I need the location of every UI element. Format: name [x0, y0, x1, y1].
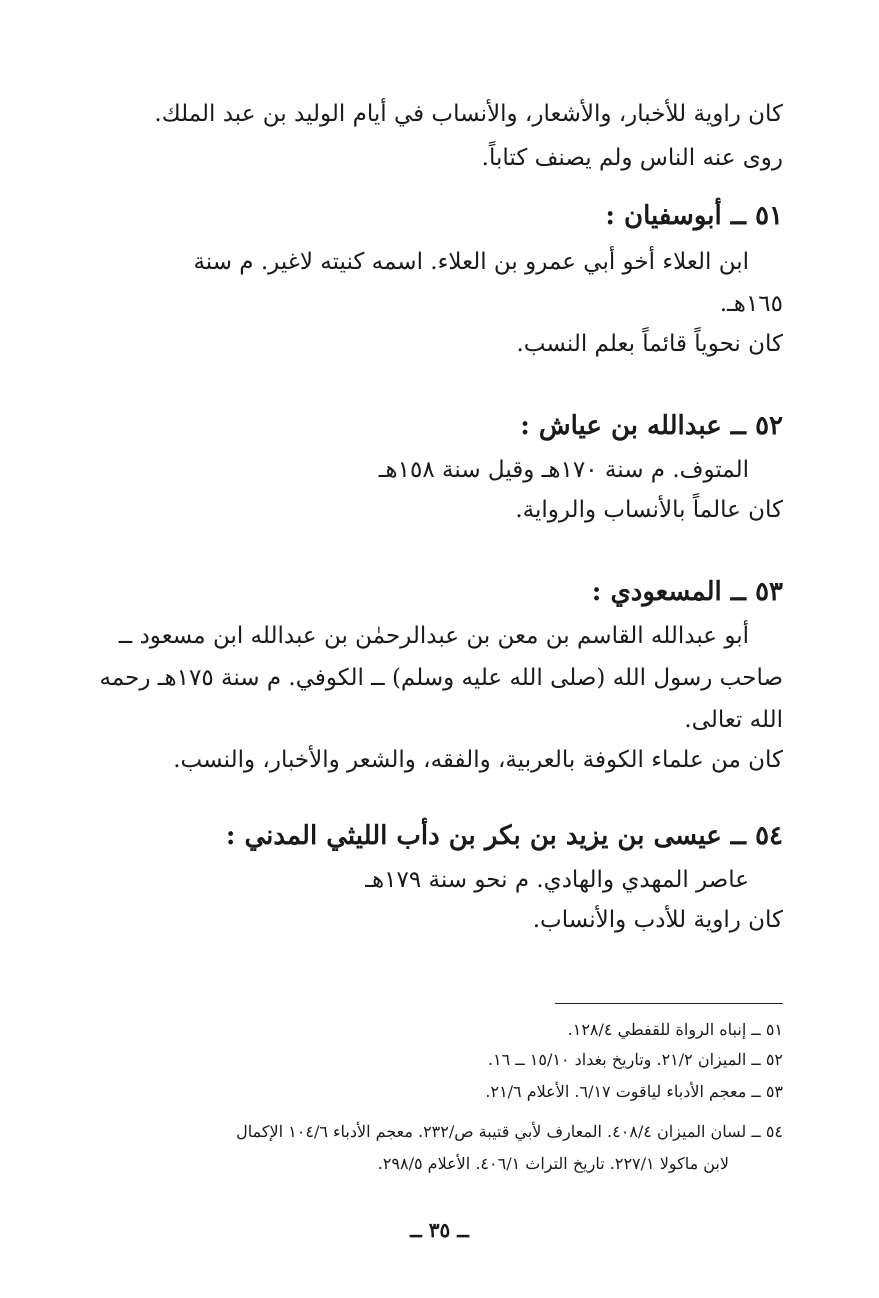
- intro-line-1: كان راوية للأخبار، والأشعار، والأنساب في أيام الوليد بن عبد الملك.: [154, 101, 783, 127]
- entry-54-line-2: كان راوية للأدب والأنساب.: [532, 907, 783, 933]
- entry-53-line-4: كان من علماء الكوفة بالعربية، والفقه، والشعر والأخبار، والنسب.: [173, 747, 783, 773]
- entry-51-line-1: ابن العلاء أخو أبي عمرو بن العلاء. اسمه كنيته لاغير. م سنة: [193, 249, 749, 275]
- entry-53-heading: ٥٣ ــ المسعودي :: [591, 577, 783, 607]
- footnote-51: ٥١ ــ إنباه الرواة للقفطي ١٢٨/٤.: [567, 1020, 783, 1039]
- page-number: ــ ٣٥ ــ: [410, 1218, 469, 1242]
- entry-54-heading: ٥٤ ــ عيسى بن يزيد بن بكر بن دأب الليثي المدني :: [225, 821, 783, 851]
- intro-line-2: روى عنه الناس ولم يصنف كتاباً.: [481, 145, 783, 171]
- footnote-separator: [555, 1003, 783, 1004]
- entry-53-line-1: أبو عبدالله القاسم بن معن بن عبدالرحمٰن بن عبدالله ابن مسعود ــ: [118, 623, 749, 649]
- footnote-52: ٥٢ ــ الميزان ٢١/٢. وتاريخ بغداد ١٥/١٠ ــ ١٦.: [487, 1050, 783, 1069]
- entry-51-line-2: ١٦٥هـ.: [719, 291, 783, 317]
- footnote-54-line-1: ٥٤ ــ لسان الميزان ٤٠٨/٤. المعارف لأبي قتيبة ص/٢٣٢. معجم الأدباء ١٠٤/٦ الإكمال: [236, 1122, 783, 1141]
- entry-51-line-3: كان نحوياً قائماً بعلم النسب.: [516, 331, 783, 357]
- entry-52-heading: ٥٢ ــ عبدالله بن عياش :: [520, 411, 783, 441]
- entry-51-heading: ٥١ ــ أبوسفيان :: [605, 201, 783, 231]
- footnote-54-line-2: لابن ماكولا ٢٢٧/١. تاريخ التراث ٤٠٦/١. الأعلام ٢٩٨/٥.: [377, 1154, 729, 1173]
- entry-52-line-1: المتوف. م سنة ١٧٠هـ وقيل سنة ١٥٨هـ: [378, 457, 749, 483]
- entry-53-line-2: صاحب رسول الله (صلى الله عليه وسلم) ــ الكوفي. م سنة ١٧٥هـ رحمه: [99, 665, 783, 691]
- entry-52-line-2: كان عالماً بالأنساب والرواية.: [515, 497, 783, 523]
- entry-54-line-1: عاصر المهدي والهادي. م نحو سنة ١٧٩هـ: [365, 867, 749, 893]
- footnote-53: ٥٣ ــ معجم الأدباء لياقوت ٦/١٧. الأعلام ٢١/٦.: [485, 1082, 783, 1101]
- entry-53-line-3: الله تعالى.: [684, 707, 783, 733]
